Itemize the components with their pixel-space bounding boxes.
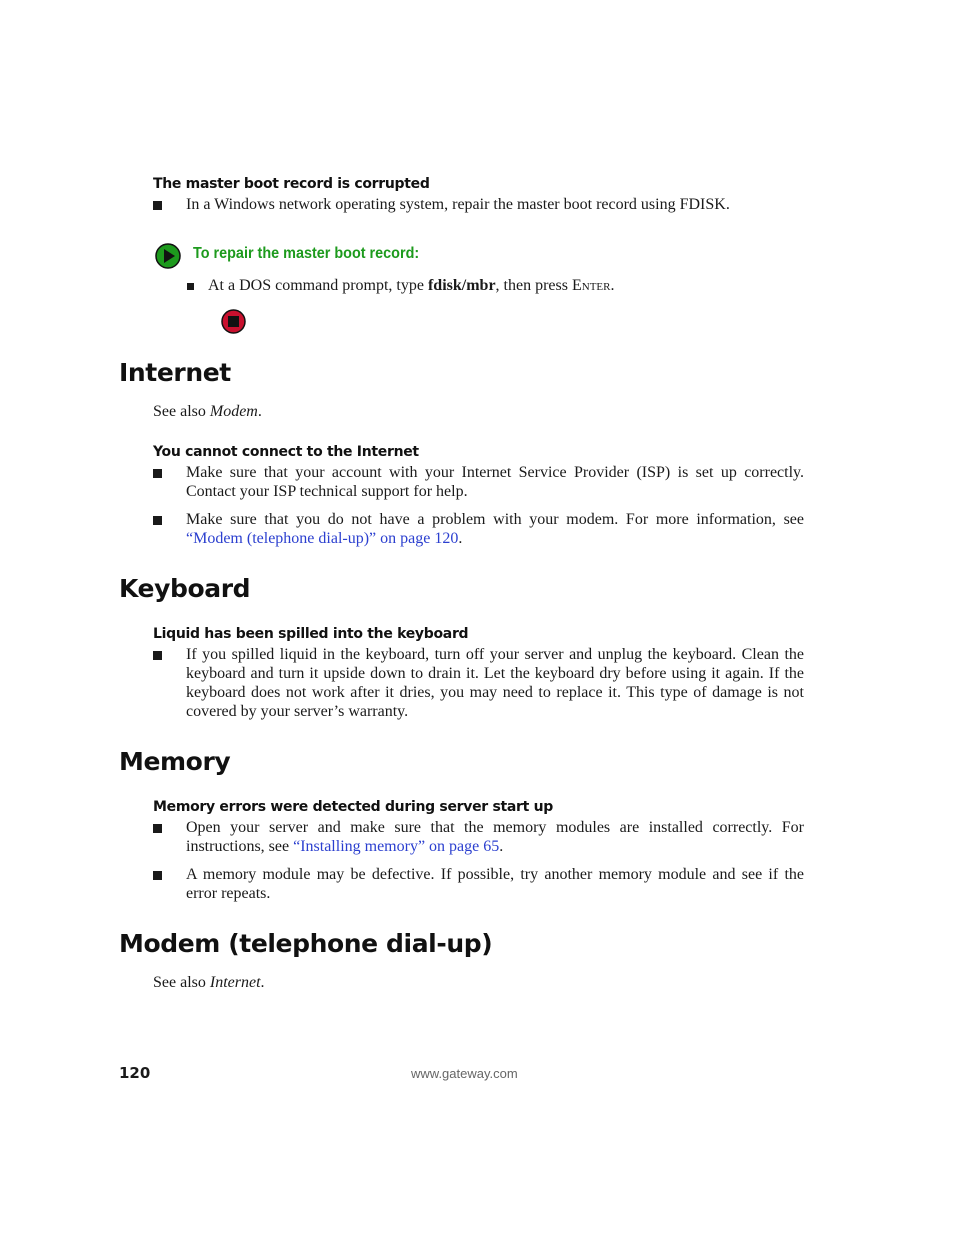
internet-bullet-1: Make sure that your account with your Internet Service Provider (ISP) is set up correctly. Contact your ISP technical support for help. xyxy=(186,464,804,500)
bullet-1-prefix: Open your server and make sure that the memory modules are installed correctly. For instructions, see xyxy=(186,819,804,855)
bullet-marker xyxy=(153,469,162,478)
procedure-title: To repair the master boot record: xyxy=(193,245,420,262)
modem-page-link[interactable]: “Modem (telephone dial-up)” on page 120 xyxy=(186,530,459,547)
step-bullet-marker xyxy=(187,283,194,290)
see-also-end: . xyxy=(260,974,265,991)
step-end: . xyxy=(610,277,615,294)
memory-subhead: Memory errors were detected during server start up xyxy=(153,799,553,815)
internet-see-also xyxy=(153,402,262,421)
internet-bullet-2 xyxy=(186,510,804,548)
keyboard-subhead: Liquid has been spilled into the keyboard xyxy=(153,626,469,642)
see-also-prefix: See also xyxy=(153,974,210,991)
see-also-prefix: See also xyxy=(153,403,210,420)
see-also-ref: Modem xyxy=(209,403,258,420)
mbr-bullet-text: In a Windows network operating system, repair the master boot record using FDISK. xyxy=(186,196,730,213)
memory-heading: Memory xyxy=(119,747,231,776)
play-icon xyxy=(155,243,181,269)
step-mid: , then press xyxy=(495,277,572,294)
stop-icon xyxy=(221,309,246,334)
bullet-marker xyxy=(153,824,162,833)
bullet-marker xyxy=(153,201,162,210)
see-also-ref: Internet xyxy=(209,974,261,991)
bullet-marker xyxy=(153,516,162,525)
memory-bullet-2: A memory module may be defective. If possible, try another memory module and see if the error repeats. xyxy=(186,866,804,902)
step-key: Enter xyxy=(571,277,611,294)
mbr-step xyxy=(208,276,614,295)
memory-bullet-1 xyxy=(186,818,804,856)
keyboard-heading: Keyboard xyxy=(119,574,251,603)
modem-heading: Modem (telephone dial-up) xyxy=(119,929,493,958)
see-also-end: . xyxy=(257,403,262,420)
installing-memory-link[interactable]: “Installing memory” on page 65 xyxy=(293,838,500,855)
step-command: fdisk/mbr xyxy=(427,277,496,294)
keyboard-bullet-1: If you spilled liquid in the keyboard, turn off your server and unplug the keyboard. Clean the keyboard and turn it upside down to drain it. Let the keyboard dry before using it again. If the keyboard does not work after it dries, you may need to replace it. This type of damage is not covered by your server’s warranty. xyxy=(186,646,804,720)
bullet-2-end: . xyxy=(458,530,463,547)
bullet-marker xyxy=(153,651,162,660)
bullet-marker xyxy=(153,871,162,880)
page-number: 120 xyxy=(119,1064,151,1082)
step-prefix: At a DOS command prompt, type xyxy=(208,277,428,294)
bullet-1-end: . xyxy=(499,838,504,855)
modem-see-also xyxy=(153,973,265,992)
internet-heading: Internet xyxy=(119,358,231,387)
footer-url[interactable]: www.gateway.com xyxy=(411,1066,518,1081)
internet-subhead: You cannot connect to the Internet xyxy=(153,444,419,460)
bullet-2-prefix: Make sure that you do not have a problem with your modem. For more information, see xyxy=(186,511,804,528)
mbr-subhead: The master boot record is corrupted xyxy=(153,176,430,192)
